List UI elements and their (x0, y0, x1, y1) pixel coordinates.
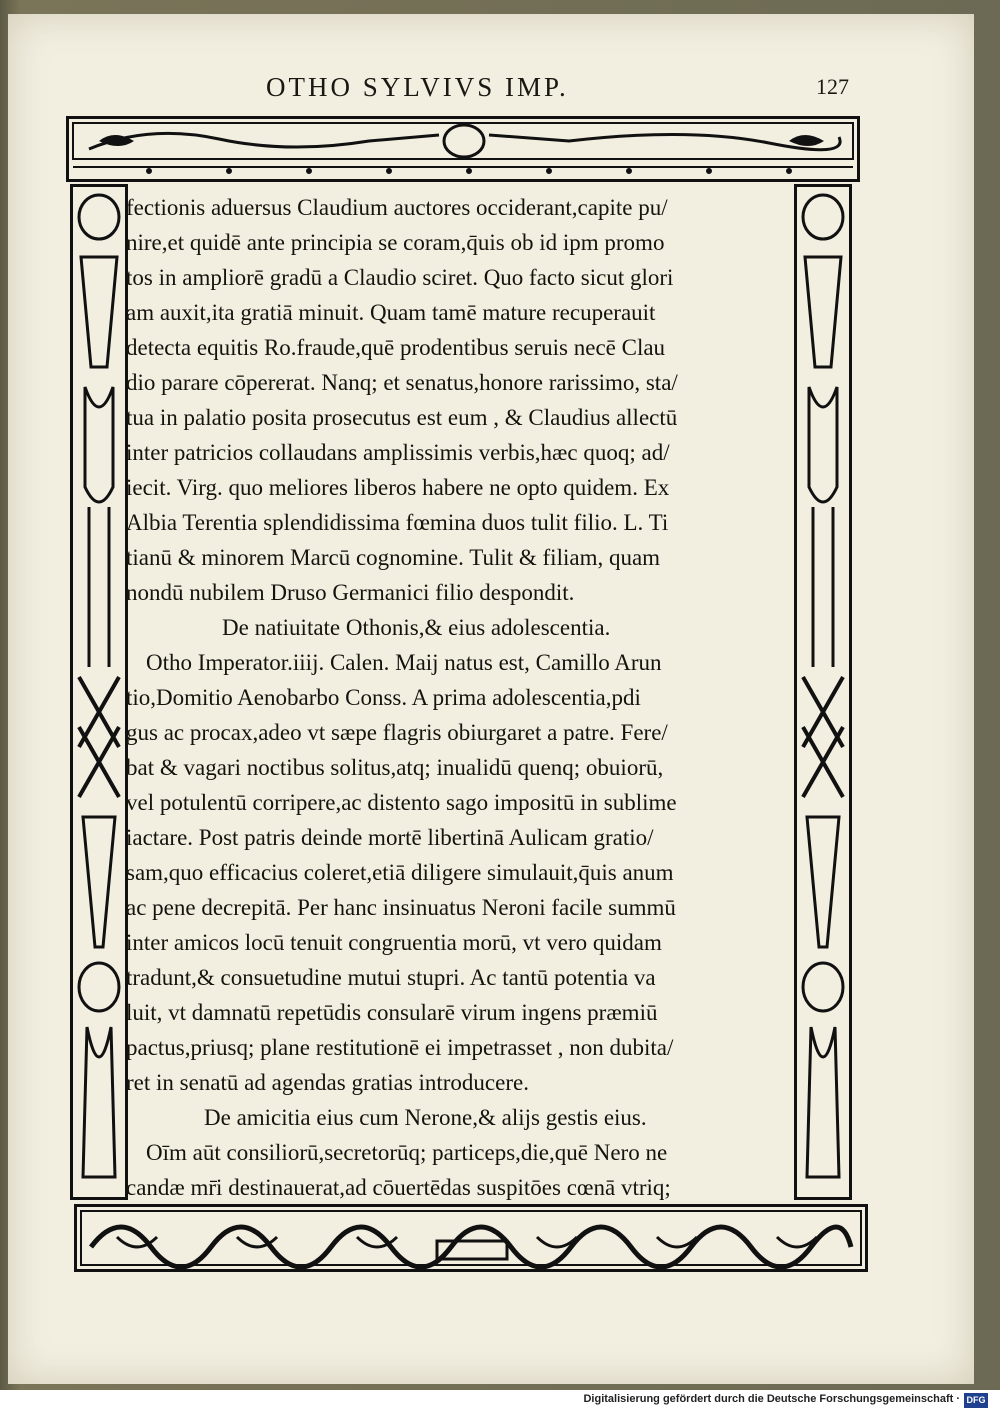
text-line: iactare. Post patris deinde mortē libertinā Aulicam gratio/ (126, 825, 654, 850)
text-line: tos in ampliorē gradū a Claudio sciret. Quo facto sicut glori (126, 265, 674, 290)
woodcut-left-pillar (70, 184, 128, 1200)
text-line: gus ac procax,adeo vt sæpe flagris obiurgaret a patre. Fere/ (126, 720, 668, 745)
digitization-footer (0, 1390, 1000, 1412)
text-line: luit, vt damnatū repetūdis consularē virum ingens præmiū (126, 1000, 658, 1025)
text-line: nire,et quidē ante principia se coram,q̄uis ob id ipm promo (126, 230, 665, 255)
text-line: am auxit,ita gratiā minuit. Quam tamē mature recuperauit (126, 300, 656, 325)
main-text (126, 190, 790, 1205)
section-heading: De amicitia eius cum Nerone,& alijs gestis eius. (204, 1105, 647, 1130)
woodcut-bottom-border (74, 1204, 868, 1272)
text-line: iecit. Virg. quo meliores liberos habere ne opto quidem. Ex (126, 475, 670, 500)
book-page (8, 14, 974, 1384)
dfg-logo: DFG (964, 1393, 988, 1408)
text-line: ac pene decrepitā. Per hanc insinuatus Neroni facile summū (126, 895, 676, 920)
text-line: tradunt,& consuetudine mutui stupri. Ac tantū potentia va (126, 965, 656, 990)
text-line: dio parare cōpererat. Nanq; et senatus,honore rarissimo, sta/ (126, 370, 678, 395)
woodcut-top-border (66, 116, 860, 182)
text-line: bat & vagari noctibus solitus,atq; inualidū quenq; obuiorū, (126, 755, 664, 780)
text-line: fectionis aduersus Claudium auctores occiderant,capite pu/ (126, 195, 668, 220)
text-line: candæ mr̄i destinauerat,ad cōuertēdas suspitōes cœnā vtriq; (126, 1175, 671, 1200)
running-head: OTHO SYLVIVS IMP. (266, 72, 569, 102)
text-line: vel potulentū corripere,ac distento sago impositū in sublime (126, 790, 677, 815)
woodcut-right-pillar (794, 184, 852, 1200)
funding-credit: Digitalisierung gefördert durch die Deutsche Forschungsgemeinschaft · (583, 1393, 960, 1405)
text-line: Oīm aūt consiliorū,secretorūq; particeps,die,quē Nero ne (146, 1140, 668, 1165)
text-line: sam,quo efficacius coleret,etiā diligere simulauit,q̄uis anum (126, 860, 674, 885)
text-line: inter amicos locū tenuit congruentia morū, vt vero quidam (126, 930, 662, 955)
page-number: 127 (816, 74, 849, 99)
text-line: tua in palatio posita prosecutus est eum , & Claudius allectū (126, 405, 678, 430)
text-line: tio,Domitio Aenobarbo Conss. A prima adolescentia,pdi (126, 685, 641, 710)
text-line: Otho Imperator.iiij. Calen. Maij natus est, Camillo Arun (146, 650, 662, 675)
text-line: inter patricios collaudans amplissimis verbis,hæc quoq; ad/ (126, 440, 670, 465)
section-heading: De natiuitate Othonis,& eius adolescentia. (222, 615, 611, 640)
text-line: pactus,priusq; plane restitutionē ei impetrasset , non dubita/ (126, 1035, 674, 1060)
text-line: detecta equitis Ro.fraude,quē prodentibus seruis necē Clau (126, 335, 666, 360)
text-line: tianū & minorem Marcū cognomine. Tulit & filiam, quam (126, 545, 661, 570)
text-line: ret in senatū ad agendas gratias introducere. (126, 1070, 529, 1095)
text-line: nondū nubilem Druso Germanici filio despondit. (126, 580, 575, 605)
text-line: Albia Terentia splendidissima fœmina duos tulit filio. L. Ti (126, 510, 669, 535)
